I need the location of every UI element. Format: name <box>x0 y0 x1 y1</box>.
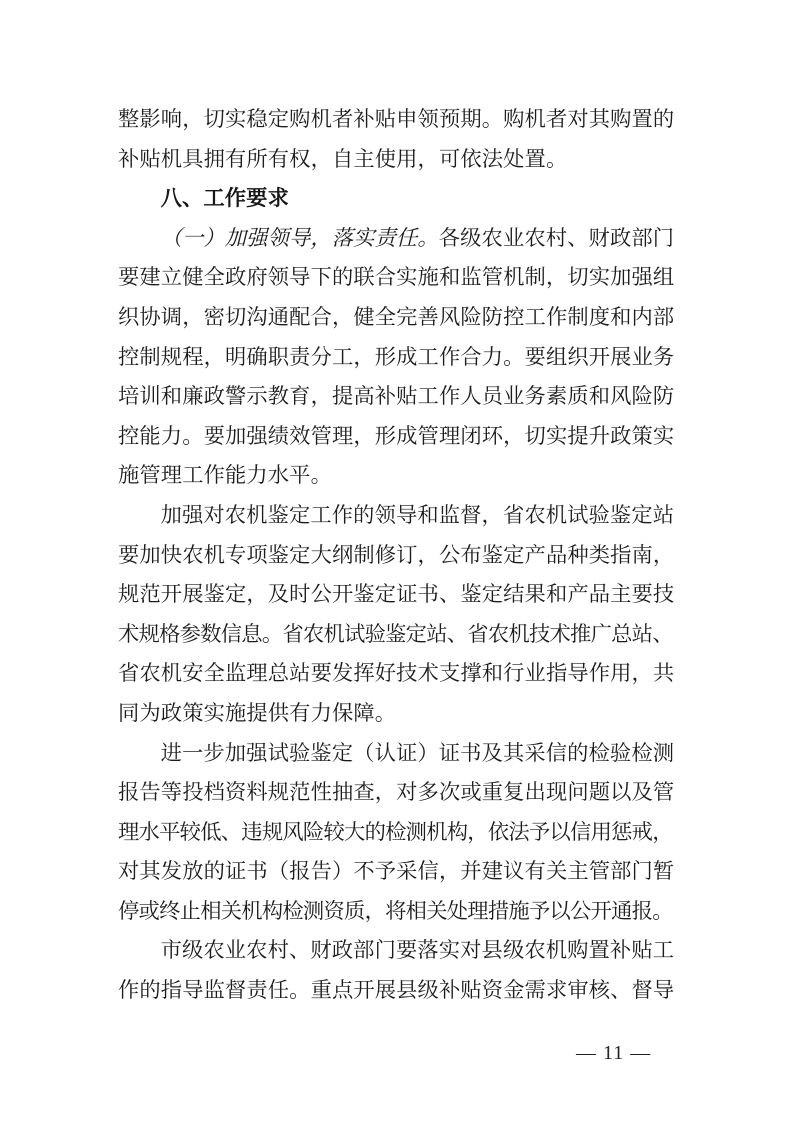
text-line: 同为政策实施提供有力保障。 <box>118 700 397 725</box>
text-line: 要建立健全政府领导下的联合实施和监管机制，切实加强组 <box>118 265 675 290</box>
text-line <box>118 219 678 259</box>
document-lines <box>118 100 678 1011</box>
text-line: 要加快农机专项鉴定大纲制修订，公布鉴定产品种类指南， <box>118 542 675 567</box>
page-number: — 11 — <box>576 1042 652 1064</box>
text-line: 控制规程，明确职责分工，形成工作合力。要组织开展业务 <box>118 344 675 369</box>
text-line: 报告等投档资料规范性抽查，对多次或重复出现问题以及管 <box>118 780 675 805</box>
text-line: 织协调，密切沟通配合，健全完善风险防控工作制度和内部 <box>118 304 675 329</box>
text-line: 理水平较低、违规风险较大的检测机构，依法予以信用惩戒， <box>118 819 673 844</box>
text-line: 补贴机具拥有所有权，自主使用，可依法处置。 <box>118 146 568 171</box>
text-segment: 各级农业农村、财政部门 <box>438 225 675 250</box>
text-line: 培训和廉政警示教育，提高补贴工作人员业务素质和风险防 <box>118 384 675 409</box>
text-line: 对其发放的证书（报告）不予采信，并建议有关主管部门暂 <box>118 859 675 884</box>
text-line: 停或终止相关机构检测资质，将相关处理措施予以公开通报。 <box>118 898 673 923</box>
text-line: 进一步加强试验鉴定（认证）证书及其采信的检验检测 <box>160 740 675 765</box>
text-line: 整影响，切实稳定购机者补贴申领预期。购机者对其购置的 <box>118 107 675 131</box>
text-line: 控能力。要加强绩效管理，形成管理闭环，切实提升政策实 <box>118 423 675 448</box>
text-line: 省农机安全监理总站要发挥好技术支撑和行业指导作用，共 <box>118 661 675 686</box>
text-line: 施管理工作能力水平。 <box>118 463 332 488</box>
section-heading: 八、工作要求 <box>160 186 289 211</box>
text-line: 术规格参数信息。省农机试验鉴定站、省农机技术推广总站、 <box>118 621 673 646</box>
text-line: 加强对农机鉴定工作的领导和监督，省农机试验鉴定站 <box>160 502 675 527</box>
text-line: 作的指导监督责任。重点开展县级补贴资金需求审核、督导 <box>118 978 675 1003</box>
text-line: 市级农业农村、财政部门要落实对县级农机购置补贴工 <box>160 938 675 963</box>
clause-lead: （一）加强领导，落实责任。 <box>160 225 439 250</box>
text-line: 规范开展鉴定，及时公开鉴定证书、鉴定结果和产品主要技 <box>118 582 675 607</box>
